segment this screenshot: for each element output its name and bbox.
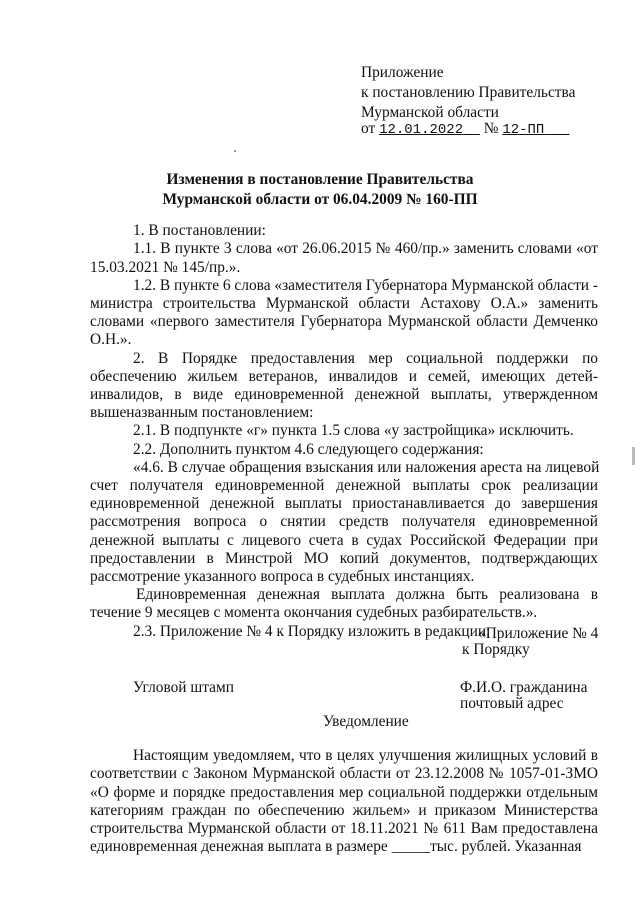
body-line: рассмотрение указанного вопроса в судебных инстанциях. — [90, 568, 475, 585]
body-line: единовременной денежной выплаты приостанавливается до завершения — [90, 495, 598, 512]
scan-speck — [234, 150, 236, 152]
number-prefix: № — [483, 120, 499, 137]
notification-line: строительства Мурманской области от 18.11.2021 № 611 Вам предоставлена — [90, 820, 598, 837]
body-line: словами «первого заместителя Губернатора Мурманской области Демченко — [90, 313, 598, 330]
notification-line: «О форме и порядке предоставления мер социальной поддержки отдельным — [90, 784, 598, 801]
body-line: 1. В постановлении: — [133, 222, 266, 239]
body-line: 1.1. В пункте 3 слова «от 26.06.2015 № 460/пр.» заменить словами «от — [133, 240, 598, 257]
body-line: 15.03.2021 № 145/пр.». — [90, 259, 241, 276]
body-line: 2.2. Дополнить пунктом 4.6 следующего содержания: — [133, 441, 484, 458]
body-line: О.Н.». — [90, 331, 132, 348]
document-title-line-2: Мурманской области от 06.04.2009 № 160-ПП — [162, 191, 478, 208]
body-line: 1.2. В пункте 6 слова «заместителя Губернатора Мурманской области - — [133, 277, 599, 294]
body-line: 2. В Порядке предоставления мер социальной поддержки по — [133, 350, 598, 367]
body-line: 2.1. В подпункте «г» пункта 1.5 слова «у застройщика» исключить. — [133, 422, 574, 439]
body-line: 2.3. Приложение № 4 к Порядку изложить в редакции: — [133, 623, 491, 640]
payment-amount-unit: тыс. рублей. Указанная — [430, 838, 582, 855]
appendix-reference: к постановлению Правительства — [361, 84, 576, 101]
notification-line: соответствии с Законом Мурманской области от 23.12.2008 № 1057-01-ЗМО — [90, 765, 598, 782]
notification-line — [90, 837, 581, 857]
payment-amount-text: единовременная денежная выплата в размере — [90, 838, 388, 855]
recipient-name-label: Ф.И.О. гражданина — [460, 679, 588, 696]
body-line: инвалидов, в виде единовременной денежной выплаты, утвержденном — [90, 386, 598, 403]
appendix-region: Мурманской области — [361, 104, 499, 121]
notification-line: категориям граждан по обеспечению жильем» и приказом Министерства — [90, 802, 598, 819]
payment-amount-blank: _____ — [391, 838, 431, 855]
decree-number: 12-ПП — [502, 122, 545, 138]
body-line: счет получателя единовременной денежной выплаты срок реализации — [90, 477, 598, 494]
body-line: течение 9 месяцев с момента окончания судебных разбирательств.». — [90, 604, 538, 621]
body-line: денежной выплаты с лицевого счета в судах Российской Федерации при — [90, 532, 598, 549]
body-line: обеспечению жильем ветеранов, инвалидов и семей, имеющих детей- — [90, 368, 598, 385]
inner-appendix-title: «Приложение № 4 — [478, 625, 599, 642]
notification-heading: Уведомление — [323, 713, 409, 730]
body-line: предоставлении в Минстрой МО копий документов, подтверждающих — [90, 550, 598, 567]
document-title-line-1: Изменения в постановление Правительства — [166, 171, 474, 188]
body-line: министра строительства Мурманской области Астахову О.А.» заменить — [90, 295, 598, 312]
inner-appendix-reference: к Порядку — [462, 641, 530, 658]
notification-line: Настоящим уведомляем, что в целях улучшения жилищных условий в — [133, 747, 598, 764]
date-prefix: от — [361, 120, 376, 137]
recipient-address-label: почтовый адрес — [460, 695, 564, 712]
decree-date: 12.01.2022 — [379, 122, 464, 138]
body-line: вышеназванным постановлением: — [90, 404, 314, 421]
body-line: Единовременная денежная выплата должна быть реализована в — [136, 586, 598, 603]
body-line: рассмотрения вопроса о снятии средств получателя единовременной — [90, 513, 598, 530]
corner-stamp-label: Угловой штамп — [133, 679, 234, 696]
body-line: «4.6. В случае обращения взыскания или наложения ареста на лицевой — [133, 459, 600, 476]
scan-mark — [632, 447, 635, 465]
appendix-title: Приложение — [361, 64, 444, 81]
appendix-date-number — [361, 119, 570, 140]
